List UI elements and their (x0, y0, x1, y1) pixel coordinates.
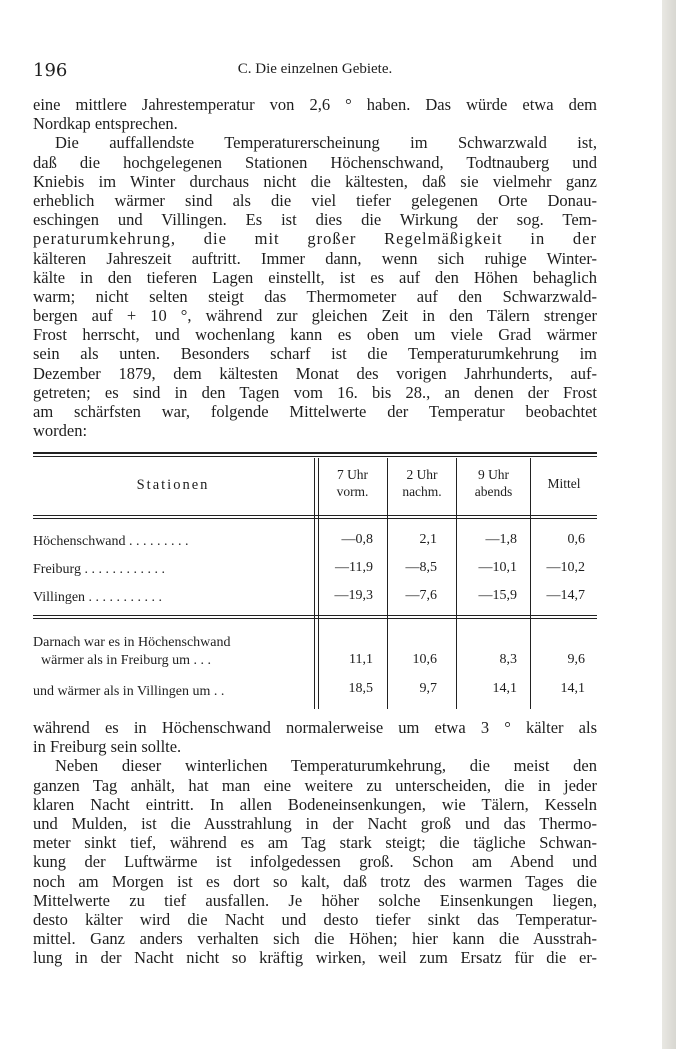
header-mittel: Mittel (547, 476, 581, 491)
row-label-villingen: Villingen . . . . . . . . . . . (33, 590, 163, 605)
text-line: kälte in den tieferen Lagen einstellt, ist es auf den Höhen behaglich (33, 267, 597, 287)
text-line: warm; nicht selten steigt das Thermometer auf den Schwarzwald- (33, 286, 597, 306)
cell-value: —15,9 (478, 588, 517, 603)
table-top-rule (33, 452, 597, 454)
text-line: während es in Höchenschwand normalerweise um etwa 3 ° kälter als (33, 718, 597, 737)
header-7-uhr-line2: vorm. (336, 484, 369, 499)
text-line: getreten; es sind in den Tagen vom 16. bis 28., an denen der Frost (33, 382, 597, 402)
text-line: daß die hochgelegenen Stationen Höchenschwand, Todtnauberg und (33, 152, 597, 172)
text-line: und Mulden, ist die Ausstrahlung in der Nacht groß und das Thermo- (33, 813, 597, 833)
text-line: lung in der Nacht nicht so kräftig wirken, weil zum Ersatz für die er- (33, 948, 597, 968)
header-9-uhr (457, 466, 530, 510)
header-stationen: Stationen (136, 477, 210, 493)
text-line: klaren Nacht eintritt. In allen Bodeneinsenkungen, wie Tälern, Kesseln (33, 794, 597, 814)
cell-value: —14,7 (546, 588, 585, 603)
header-7-uhr (318, 466, 387, 510)
cell-value: —1,8 (485, 532, 517, 547)
text-line: worden: (33, 421, 88, 441)
cell-value: —7,6 (405, 588, 437, 603)
page-number: 196 (33, 60, 68, 81)
text-line: peraturumkehrung, die mit großer Regelmäßigkeit in der (33, 229, 597, 249)
text-line: ganzen Tag anhält, hat man eine weitere zu unterscheiden, die in jeder (33, 775, 597, 795)
cell-value: —8,5 (405, 560, 437, 575)
cell-value: 8,3 (499, 652, 517, 667)
page-edge (662, 0, 676, 1049)
page-header (33, 60, 597, 84)
text-line: Die auffallendste Temperaturerscheinung im Schwarzwald ist, (55, 133, 597, 153)
cell-value: 10,6 (412, 652, 437, 667)
text-line: Mittelwerte zu tief ausfallen. Je höher solche Einsenkungen liegen, (33, 890, 597, 910)
cell-value: —11,9 (335, 560, 373, 575)
text-line: Nordkap entsprechen. (33, 114, 178, 134)
row-label-freiburg: Freiburg . . . . . . . . . . . . (33, 562, 165, 577)
text-line: sein als unten. Besonders scharf ist die Temperaturumkehrung im (33, 344, 597, 364)
text-line: mittel. Ganz anders verhalten sich die Höhen; hier kann die Ausstrah- (33, 929, 597, 949)
text-line: bergen auf + 10 °, während zur gleichen Zeit in den Tälern strenger (33, 306, 597, 326)
header-2-uhr-line2: nachm. (402, 484, 442, 499)
cell-value: —0,8 (341, 532, 373, 547)
paragraph-continuation (33, 718, 597, 967)
row-label-hoechenschwand: Höchenschwand . . . . . . . . . (33, 534, 189, 549)
cell-value: 18,5 (348, 681, 373, 696)
header-2-uhr-line1: 2 Uhr (406, 467, 438, 482)
text-line: meter sinkt tief, während es am Tag stark steigt; die tägliche Schwan- (33, 833, 597, 853)
cell-value: 14,1 (492, 681, 517, 696)
cell-value: —10,2 (546, 560, 585, 575)
text-line: in Freiburg sein sollte. (33, 737, 182, 757)
temperature-table (33, 452, 597, 709)
text-line: eine mittlere Jahrestemperatur von 2,6 ° haben. Das würde etwa dem (33, 95, 597, 114)
cell-value: 11,1 (349, 652, 373, 667)
header-2-uhr (388, 466, 456, 510)
text-line: erheblich wärmer sind als die viel tiefer gelegenen Orte Donau- (33, 190, 597, 210)
table-top-rule-thin (33, 456, 597, 457)
diff-row-label-freiburg: wärmer als in Freiburg um . . . (41, 653, 212, 668)
header-9-uhr-line1: 9 Uhr (477, 467, 510, 482)
running-title: C. Die einzelnen Gebiete. (237, 61, 393, 77)
text-line: am schärfsten war, folgende Mittelwerte der Temperatur beobachtet (33, 402, 597, 421)
cell-value: 14,1 (560, 681, 585, 696)
text-line: kälteren Jahreszeit auftritt. Immer dann, wenn sich ruhige Winter- (33, 248, 597, 268)
cell-value: 9,7 (419, 681, 437, 696)
text-line: kung der Luftwärme ist infolgedessen groß. Schon am Abend und (33, 852, 597, 872)
text-line: desto kälter wird die Nacht und desto tiefer sinkt das Temperatur- (33, 909, 597, 929)
paragraph-intro (33, 95, 597, 440)
cell-value: —19,3 (334, 588, 373, 603)
cell-value: 0,6 (567, 532, 585, 547)
cell-value: 2,1 (419, 532, 437, 547)
diff-intro-label: Darnach war es in Höchenschwand (33, 635, 231, 650)
text-line: Kniebis im Winter durchaus nicht die kältesten, daß sie vielmehr ganz (33, 171, 597, 191)
cell-value: —10,1 (478, 560, 517, 575)
diff-row-label-villingen: und wärmer als in Villingen um . . (33, 684, 225, 699)
text-line: Neben dieser winterlichen Temperaturumkehrung, die meist den (55, 756, 597, 776)
header-9-uhr-line2: abends (474, 484, 513, 499)
text-line: Dezember 1879, dem kältesten Monat des vorigen Jahrhunderts, auf- (33, 363, 597, 383)
text-line: noch am Morgen ist es dort so kalt, daß trotz des warmen Tages die (33, 871, 597, 891)
cell-value: 9,6 (567, 652, 585, 667)
text-line: eschingen und Villingen. Es ist dies die Wirkung der sog. Tem- (33, 210, 597, 230)
text-line: Frost herrscht, und wochenlang kann es oben um viele Grad wärmer (33, 325, 597, 345)
header-7-uhr-line1: 7 Uhr (336, 467, 369, 482)
